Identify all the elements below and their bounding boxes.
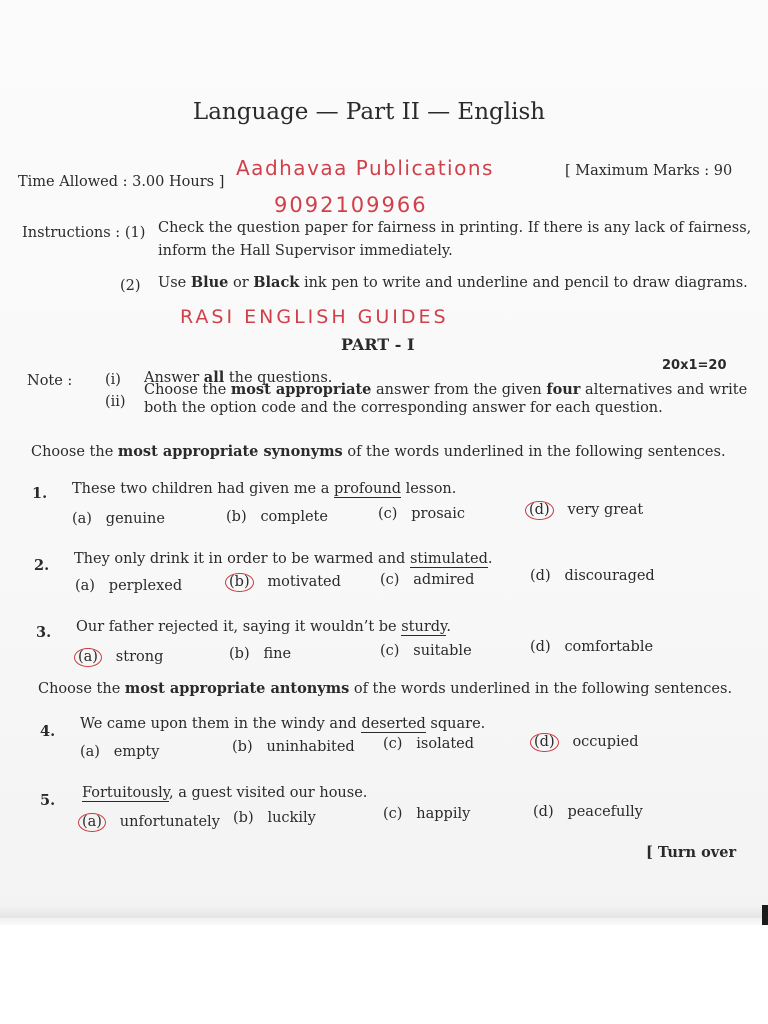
- question-3-text: Our father rejected it, saying it wouldn’t be sturdy.: [76, 619, 451, 635]
- q1-option-b: (b) complete: [226, 509, 328, 525]
- q5-option-b: (b) luckily: [233, 810, 316, 826]
- q3-option-a: (a) strong: [74, 648, 163, 667]
- question-2-text: They only drink it in order to be warmed and stimulated.: [74, 551, 493, 567]
- synonyms-section-heading: Choose the most appropriate synonyms of the words underlined in the following sentences.: [31, 443, 726, 460]
- note-ii-number: (ii): [105, 394, 126, 410]
- q4-option-d: (d) occupied: [530, 733, 639, 752]
- q2-option-b: (b) motivated: [225, 573, 341, 592]
- part-title: PART - I: [341, 335, 415, 354]
- instruction-1-line-1: Check the question paper for fairness in printing. If there is any lack of fairness,: [158, 220, 752, 236]
- underlined-word: stimulated: [409, 551, 488, 567]
- q5-option-d: (d) peacefully: [533, 804, 643, 820]
- q4-option-a: (a) empty: [80, 744, 160, 760]
- q1-option-a: (a) genuine: [72, 511, 165, 527]
- note-ii-line-1: Choose the most appropriate answer from the given four alternatives and write: [144, 381, 748, 398]
- paper-corner-shadow: [762, 905, 768, 925]
- q3-option-b: (b) fine: [229, 646, 292, 662]
- answer-circle-mark: (a): [78, 813, 106, 832]
- answer-circle-mark: (d): [525, 501, 554, 520]
- handwritten-phone: 9092109966: [274, 193, 428, 217]
- marks-allocation: 20x1=20: [662, 358, 727, 373]
- note-i-number: (i): [105, 372, 121, 388]
- q4-option-b: (b) uninhabited: [232, 739, 355, 755]
- answer-circle-mark: (d): [530, 733, 559, 752]
- question-3-number: 3.: [36, 624, 52, 641]
- question-4-text: We came upon them in the windy and deserted square.: [80, 716, 486, 732]
- paper-title: Language — Part II — English: [192, 99, 546, 125]
- question-4-number: 4.: [40, 723, 56, 740]
- question-1-number: 1.: [32, 485, 48, 502]
- instructions-label: Instructions : (1): [22, 225, 146, 241]
- q2-option-d: (d) discouraged: [530, 568, 655, 584]
- q3-option-c: (c) suitable: [380, 643, 472, 659]
- underlined-word: sturdy: [401, 619, 447, 635]
- q5-option-a: (a) unfortunately: [78, 813, 220, 832]
- question-5-text: Fortuitously, a guest visited our house.: [82, 785, 368, 801]
- note-label: Note :: [27, 373, 73, 389]
- q1-option-d: (d) very great: [525, 501, 643, 520]
- underlined-word: Fortuitously: [82, 785, 169, 801]
- time-allowed: Time Allowed : 3.00 Hours ]: [18, 174, 225, 190]
- underlined-word: deserted: [361, 716, 426, 732]
- instruction-2-text: Use Blue or Black ink pen to write and underline and pencil to draw diagrams.: [158, 274, 748, 291]
- antonyms-section-heading: Choose the most appropriate antonyms of the words underlined in the following sentences.: [38, 680, 733, 697]
- turn-over-label: [ Turn over: [646, 844, 737, 861]
- instruction-1-line-2: inform the Hall Supervisor immediately.: [158, 243, 453, 259]
- answer-circle-mark: (b): [225, 573, 254, 592]
- q1-option-c: (c) prosaic: [378, 506, 466, 522]
- note-ii-line-2: both the option code and the corresponding answer for each question.: [144, 400, 663, 416]
- note-i-text: Answer all the questions.: [144, 369, 333, 386]
- paper-edge-shadow: [0, 905, 768, 925]
- question-1-text: These two children had given me a profound lesson.: [72, 481, 457, 497]
- q2-option-a: (a) perplexed: [75, 578, 183, 594]
- underlined-word: profound: [333, 481, 401, 497]
- handwritten-guides: RASI ENGLISH GUIDES: [180, 306, 449, 328]
- handwritten-publisher: Aadhavaa Publications: [236, 156, 494, 180]
- instruction-2-number: (2): [120, 278, 141, 294]
- question-2-number: 2.: [34, 557, 50, 574]
- q4-option-c: (c) isolated: [383, 736, 475, 752]
- answer-circle-mark: (a): [74, 648, 102, 667]
- question-5-number: 5.: [40, 792, 56, 809]
- q5-option-c: (c) happily: [383, 806, 471, 822]
- maximum-marks: [ Maximum Marks : 90: [565, 163, 733, 179]
- q2-option-c: (c) admired: [380, 572, 475, 588]
- q3-option-d: (d) comfortable: [530, 639, 654, 655]
